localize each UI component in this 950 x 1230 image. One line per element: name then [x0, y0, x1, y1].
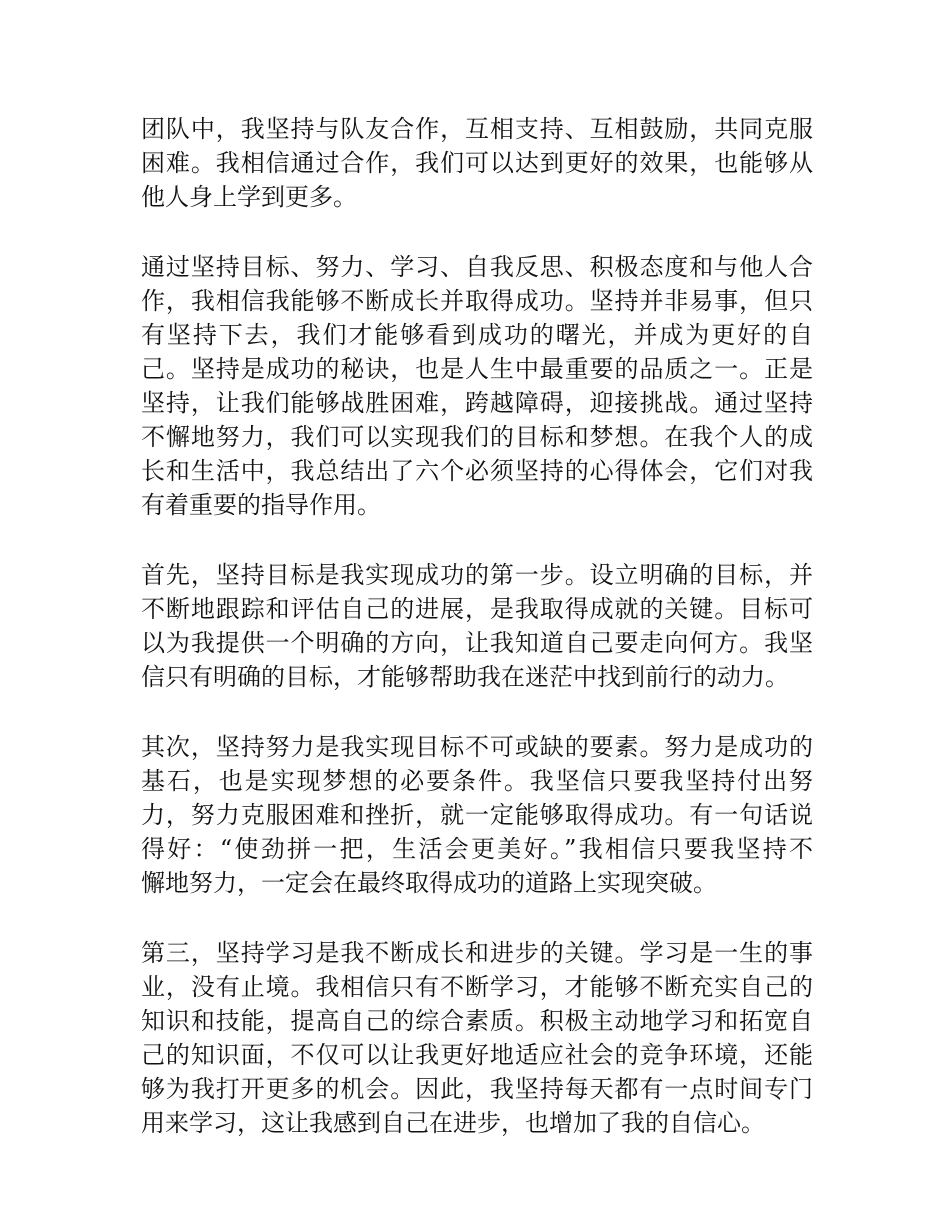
text-line: 知识和技能，提高自己的综合素质。积极主动地学习和拓宽自: [141, 1007, 813, 1035]
text-line: 团队中，我坚持与队友合作，互相支持、互相鼓励，共同克服: [141, 115, 813, 143]
text-line: 己。坚持是成功的秘诀，也是人生中最重要的品质之一。正是: [141, 355, 813, 383]
paragraph-teamwork: [141, 112, 813, 214]
text-line: 首先，坚持目标是我实现成功的第一步。设立明确的目标，并: [141, 561, 813, 589]
text-line: 懈地努力，一定会在最终取得成功的道路上实现突破。: [141, 869, 717, 897]
text-line: 不懈地努力，我们可以实现我们的目标和梦想。在我个人的成: [141, 423, 813, 451]
paragraph-goals: [141, 558, 813, 694]
text-line: 不断地跟踪和评估自己的进展，是我取得成就的关键。目标可: [141, 595, 813, 623]
text-line: 第三，坚持学习是我不断成长和进步的关键。学习是一生的事: [141, 939, 813, 967]
text-line: 得好：“使劲拼一把，生活会更美好。”我相信只要我坚持不: [141, 835, 813, 863]
text-line: 其次，坚持努力是我实现目标不可或缺的要素。努力是成功的: [141, 733, 813, 761]
document-body: [141, 112, 813, 1176]
paragraph-learning: [141, 936, 813, 1140]
paragraph-effort: [141, 730, 813, 900]
text-line: 他人身上学到更多。: [141, 183, 357, 211]
text-line: 有坚持下去，我们才能够看到成功的曙光，并成为更好的自: [141, 321, 813, 349]
text-line: 信只有明确的目标，才能够帮助我在迷茫中找到前行的动力。: [141, 663, 789, 691]
text-line: 长和生活中，我总结出了六个必须坚持的心得体会，它们对我: [141, 457, 813, 485]
text-line: 业，没有止境。我相信只有不断学习，才能够不断充实自己的: [141, 973, 813, 1001]
text-line: 有着重要的指导作用。: [141, 491, 381, 519]
text-line: 基石，也是实现梦想的必要条件。我坚信只要我坚持付出努: [141, 767, 813, 795]
paragraph-summary: [141, 250, 813, 522]
text-line: 用来学习，这让我感到自己在进步，也增加了我的自信心。: [141, 1109, 765, 1137]
text-line: 作，我相信我能够不断成长并取得成功。坚持并非易事，但只: [141, 287, 813, 315]
text-line: 以为我提供一个明确的方向，让我知道自己要走向何方。我坚: [141, 629, 813, 657]
text-line: 困难。我相信通过合作，我们可以达到更好的效果，也能够从: [141, 149, 813, 177]
text-line: 通过坚持目标、努力、学习、自我反思、积极态度和与他人合: [141, 253, 813, 281]
text-line: 坚持，让我们能够战胜困难，跨越障碍，迎接挑战。通过坚持: [141, 389, 813, 417]
text-line: 力，努力克服困难和挫折，就一定能够取得成功。有一句话说: [141, 801, 813, 829]
text-line: 己的知识面，不仅可以让我更好地适应社会的竞争环境，还能: [141, 1041, 813, 1069]
text-line: 够为我打开更多的机会。因此，我坚持每天都有一点时间专门: [141, 1075, 813, 1103]
